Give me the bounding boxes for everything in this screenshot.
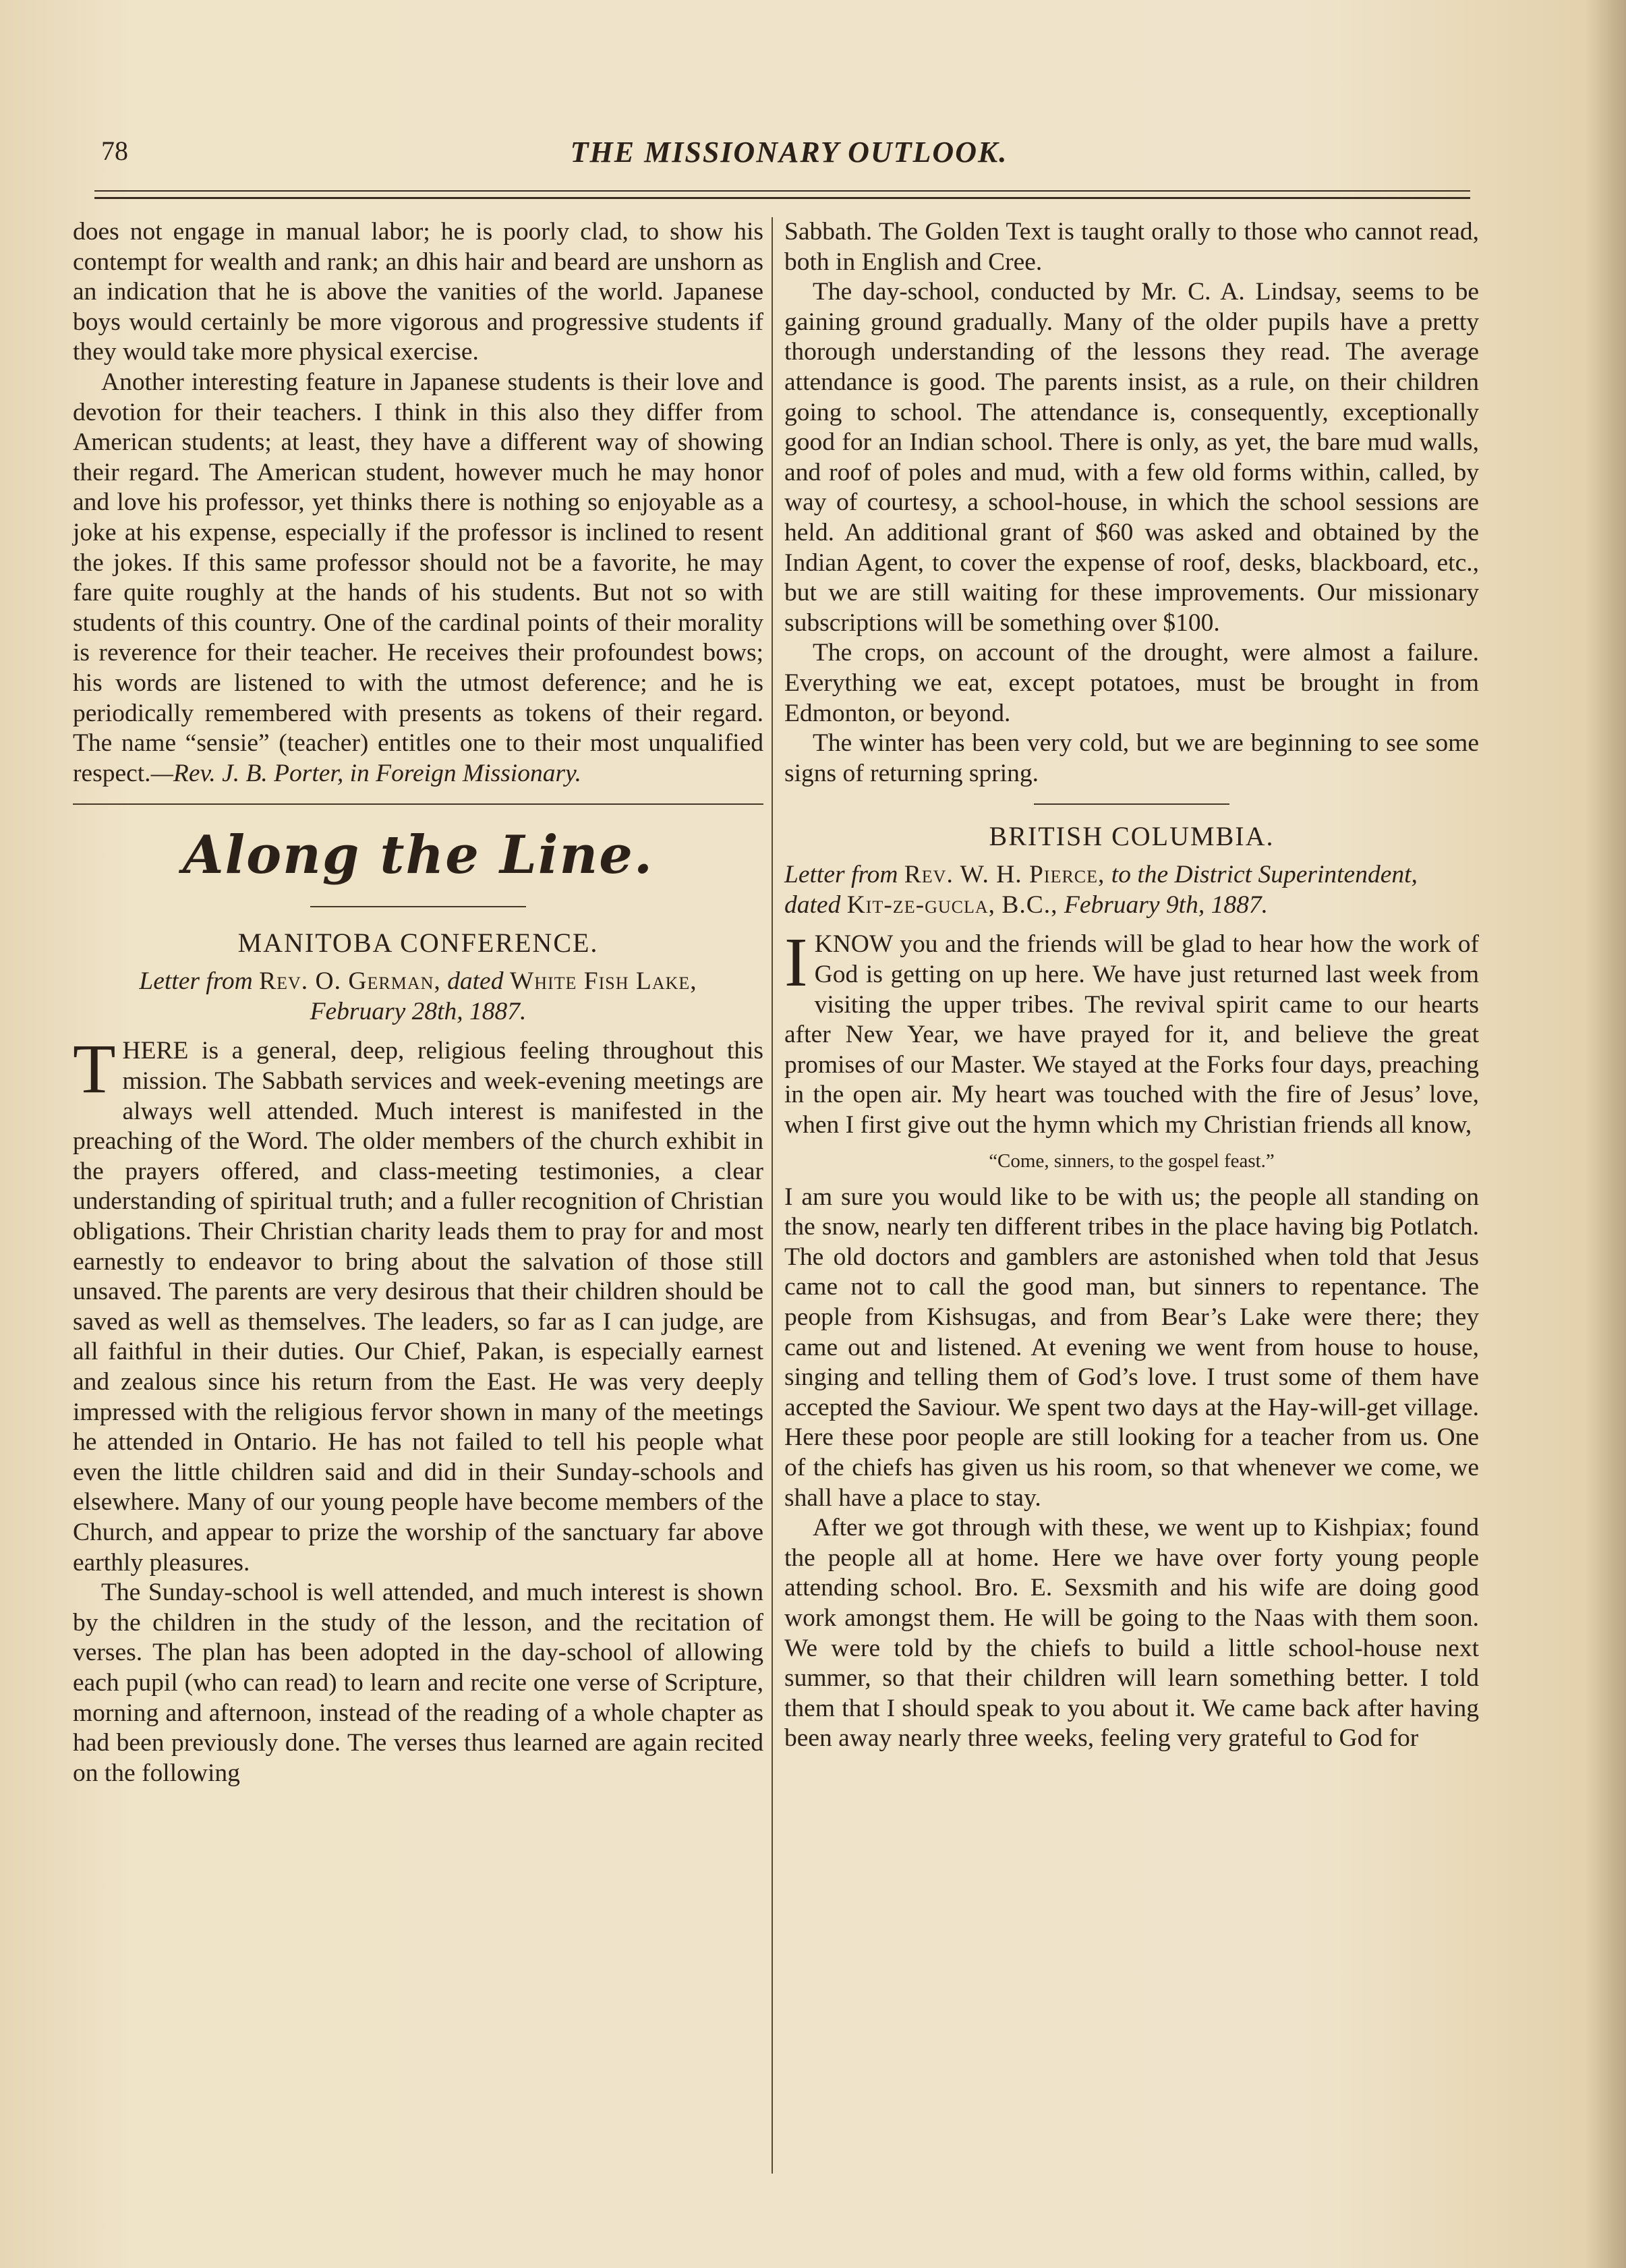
letter-dated: dated (447, 967, 504, 996)
section-title-rule (310, 906, 526, 907)
drop-cap: T (73, 1030, 116, 1108)
intro-paragraph-1: does not engage in manual labor; he is poorly clad, to show his contempt for wealth and rank; an dhis hair and beard are unshorn as an indication that he is above the vanities of the world. Japanese boys would certainly be more vigorous and progressive students if they would take more physical exercise. (73, 218, 763, 366)
left-column (73, 217, 763, 1788)
continued-paragraph-1: Sabbath. The Golden Text is taught orally to those who cannot read, both in English and Cree. (784, 218, 1479, 276)
letter-date: February 28th, 1887. (310, 997, 527, 1025)
bc-letter-author: Rev. W. H. Pierce, (904, 861, 1105, 889)
header-rule-thick (94, 197, 1470, 199)
section-title: Along the Line. (182, 824, 654, 886)
bc-paragraph-2: I am sure you would like to be with us; the people all standing on the snow, nearly ten different tribes in the place having big Potlatch. The old doctors and gamblers are astonished when told that Jesus came not to call the good man, but sinners to repentance. The people from Kishsugas, and from Bear’s Lake were there; they came out and listened. At evening we went from house to house, singing and telling them of God’s love. I trust some of them have accepted the Saviour. We spent two days at the Hay-will-get village. Here these poor people are still looking for a teacher from us. One of the chiefs has given us his room, so that whenever we come, we shall have a place to stay. (784, 1183, 1479, 1512)
bc-letter-prefix: Letter from (784, 861, 898, 889)
bc-letter-region: B.C., (1001, 890, 1058, 919)
intro-paragraph-2-text: Another interesting feature in Japanese students is their love and devotion for their teachers. I think in this also they differ from American students; at least, they have a different way of showing their regard. The American student, however much he may honor and love his professor, yet thinks there is nothing so enjoyable as a joke at his expense, especially if the professor is inclined to resent the jokes. If this same professor should not be a favorite, he may fare quite roughly at the hands of his students. But not so with students of this country. One of the cardinal points of their morality is reverence for their teacher. He receives their profoundest bows; his words are listened to with the utmost deference; and he is periodically remembered with presents as tokens of their regard. The name “sensie” (teacher) entitles one to their most unqualified respect. (73, 368, 763, 787)
letter-place: White Fish Lake, (509, 967, 697, 996)
bc-drop-cap: I (784, 924, 808, 1002)
intro-paragraph-2 (73, 368, 763, 789)
right-column (784, 217, 1479, 1754)
letter-prefix: Letter from (139, 967, 253, 996)
bc-letter-place: Kit-ze-gucla, (846, 890, 995, 919)
intro-attribution: —Rev. J. B. Porter, in Foreign Missionary. (150, 759, 582, 787)
bc-heading: BRITISH COLUMBIA. (989, 821, 1275, 852)
continued-paragraph-4: The winter has been very cold, but we are beginning to see some signs of returning spring. (784, 729, 1479, 787)
column-divider (772, 217, 773, 2174)
page-edge-shadow (1586, 0, 1626, 2268)
journal-title: THE MISSIONARY OUTLOOK. (570, 136, 1008, 169)
bc-paragraph-1-text: KNOW you and the friends will be glad to hear how the work of God is getting on up here. We have just returned last week from visiting the upper tribes. The revival spirit came to our hearts after New Year, we have prayed for it, and believe the great promises of our Master. We stayed at the Forks four days, preaching in the open air. My heart was touched with the fire of Jesus’ love, when I first give out the hymn which my Christian friends all know, (784, 930, 1479, 1139)
bc-letter-heading (784, 860, 1479, 920)
bc-letter-date: February 9th, 1887. (1064, 890, 1268, 919)
continued-paragraph-2: The day-school, conducted by Mr. C. A. Lindsay, seems to be gaining ground gradually. Many of the older pupils have a pretty thorough understanding of the lessons they read. The average attendance is good. The parents insist, as a rule, on their children going to school. The attendance is, consequently, exceptionally good for an Indian school. There is only, as yet, the bare mud walls, and roof of poles and mud, with a few old forms within, called, by way of courtesy, a school-house, in which the school sessions are held. An additional grant of $60 was asked and obtained by the Indian Agent, to cover the expense of roof, desks, blackboard, etc., but we are still waiting for these improvements. Our missionary subscriptions will be something over $100. (784, 278, 1479, 637)
section-break-rule (1034, 803, 1229, 805)
letter-paragraph-2: The Sunday-school is well attended, and much interest is shown by the children in the study of the lesson, and the recitation of verses. The plan has been adopted in the day-school of allowing each pupil (who can read) to learn and recite one verse of Scripture, morning and afternoon, instead of the reading of a whole chapter as had been previously done. The verses thus learned are again recited on the following (73, 1579, 763, 1787)
header-rule-thin (94, 190, 1470, 192)
section-rule (73, 803, 763, 805)
conference-heading: MANITOBA CONFERENCE. (237, 928, 599, 959)
bc-letter-to: to the District Superintendent, dated (784, 861, 1418, 919)
letter-paragraph-1-text: HERE is a general, deep, religious feeling throughout this mission. The Sabbath services and week-evening meetings are always well attended. Much interest is manifested in the preaching of the Word. The older members of the church exhibit in the prayers offered, and class-meeting testimonies, a clear understanding of spiritual truth; and a fuller recognition of Christian obligations. Their Christian charity leads them to pray for and most earnestly to endeavor to bring about the salvation of those still unsaved. The parents are very desirous that their children should be saved as well as themselves. The leaders, so far as I can judge, are all faithful in their duties. Our Chief, Pakan, is especially earnest and zealous since his return from the East. He was very deeply impressed with the religious fervor shown in many of the meetings he attended in Ontario. He has not failed to tell his people what even the little children said and did in their Sunday-schools and elsewhere. Many of our young people have become members of the Church, and appear to prize the worship of the sanctuary far above earthly pleasures. (73, 1037, 763, 1577)
letter-author: Rev. O. German, (259, 967, 441, 996)
hymn-quote: “Come, sinners, to the gospel feast.” (989, 1150, 1275, 1172)
page-number: 78 (101, 136, 128, 166)
bc-paragraph-1 (784, 924, 1479, 1140)
letter-heading (73, 967, 763, 1027)
bc-paragraph-3: After we got through with these, we went up to Kishpiax; found the people all at home. Here we have over forty young people attending school. Bro. E. Sexsmith and his wife are doing good work amongst them. He will be going to the Naas with them soon. We were told by the chiefs to build a little school-house next summer, so that their children will learn something better. I told them that I should speak to you about it. We came back after having been away nearly three weeks, feeling very grateful to God for (784, 1514, 1479, 1753)
letter-paragraph-1 (73, 1030, 763, 1578)
continued-paragraph-3: The crops, on account of the drought, were almost a failure. Everything we eat, except potatoes, must be brought in from Edmonton, or beyond. (784, 639, 1479, 727)
running-head (88, 135, 1490, 175)
